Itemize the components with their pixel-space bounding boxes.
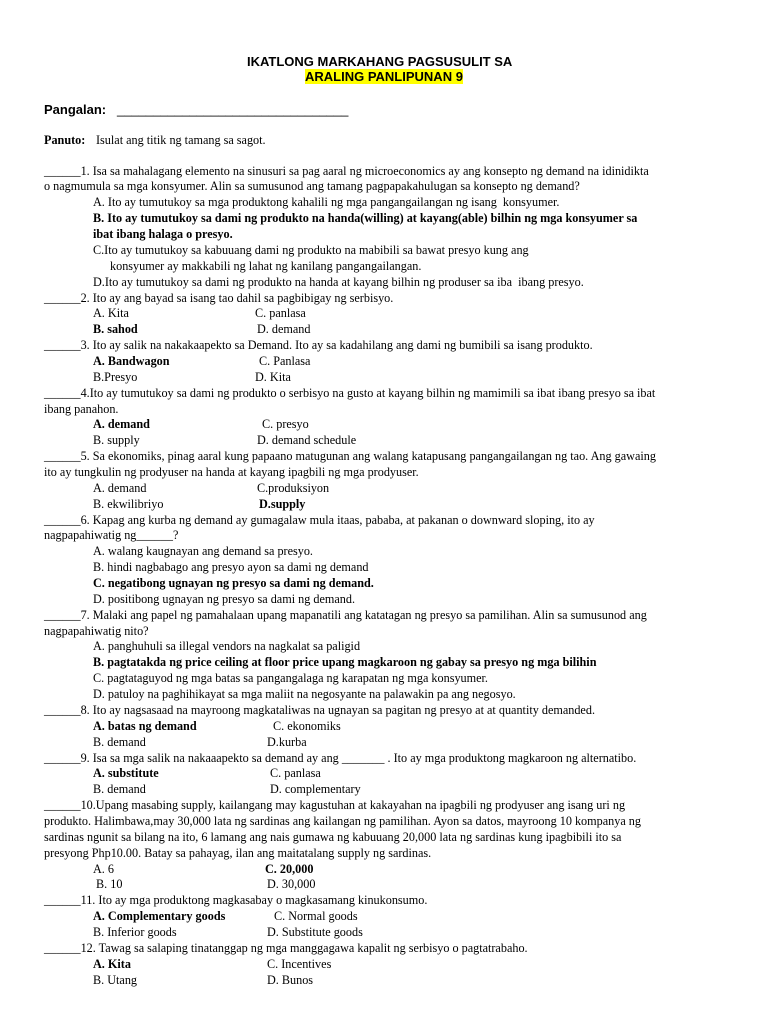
q3-choice-d: D. Kita (255, 370, 291, 384)
q1-choice-c: konsyumer ay makkabili ng lahat ng kanilang pangangailangan. (110, 259, 422, 273)
q6-choice-b: B. hindi nagbabago ang presyo ayon sa dami ng demand (93, 560, 369, 574)
q12-choice-a: A. Kita (93, 957, 131, 971)
name-blank[interactable]: ________________________________ (117, 102, 349, 117)
q4-choice-b: B. supply (93, 433, 140, 447)
q3-choice-b: B.Presyo (93, 370, 138, 384)
q3-choice-c: C. Panlasa (259, 354, 311, 368)
q2-choice-c: C. panlasa (255, 306, 306, 320)
q8-choice-d: D.kurba (267, 735, 307, 749)
q9-choice-d: D. complementary (270, 782, 361, 796)
q11-stem: ______11. Ito ay mga produktong magkasabay o magkasamang kinukonsumo. (44, 893, 428, 907)
q7-choice-d: D. patuloy na paghihikayat sa mga maliit na negosyante na palawakin pa ang negosyo. (93, 687, 516, 701)
q10-choice-c: C. 20,000 (265, 862, 314, 876)
q6-choice-a: A. walang kaugnayan ang demand sa presyo. (93, 544, 313, 558)
exam-title: IKATLONG MARKAHANG PAGSUSULIT SA (247, 54, 513, 69)
q9-stem: ______9. Isa sa mga salik na nakaaapekto sa demand ay ang _______ . Ito ay mga produktong magkaroon ng alternatibo. (44, 751, 637, 765)
q4-stem: ibang panahon. (44, 402, 119, 416)
q12-choice-c: C. Incentives (267, 957, 332, 971)
q6-choice-d: D. positibong ugnayan ng presyo sa dami ng demand. (93, 592, 355, 606)
q8-choice-a: A. batas ng demand (93, 719, 197, 733)
instructions-label: Panuto: (44, 133, 86, 147)
q9-choice-a: A. substitute (93, 766, 159, 780)
q10-stem: sardinas ngunit sa bilang na ito, 6 lamang ang nais gumawa ng kabuuang 20,000 lata ng sardinas kung ipagbibili ito sa (44, 830, 622, 844)
exam-subtitle: ARALING PANLIPUNAN 9 (305, 69, 463, 84)
q11-choice-b: B. Inferior goods (93, 925, 177, 939)
q9-choice-b: B. demand (93, 782, 146, 796)
q7-stem: nagpapahiwatig nito? (44, 624, 149, 638)
q2-stem: ______2. Ito ay ang bayad sa isang tao dahil sa pagbibigay ng serbisyo. (44, 291, 394, 305)
q12-choice-b: B. Utang (93, 973, 138, 987)
q8-stem: ______8. Ito ay nagsasaad na mayroong magkataliwas na ugnayan sa pagitan ng presyo at at quantity demanded. (44, 703, 595, 717)
q1-choice-c: C.Ito ay tumutukoy sa kabuuang dami ng produkto na mabibili sa bawat presyo kung ang (93, 243, 529, 257)
q11-choice-a: A. Complementary goods (93, 909, 226, 923)
q1-stem: o nagmumula sa mga konsyumer. Alin sa sumusunod ang tamang pagpapakahulugan sa konsepto ng demand? (44, 179, 580, 193)
q5-choice-a: A. demand (93, 481, 147, 495)
q5-choice-b: B. ekwilibriyo (93, 497, 164, 511)
q7-choice-a: A. panghuhuli sa illegal vendors na nagkalat sa paligid (93, 639, 361, 653)
q4-choice-a: A. demand (93, 417, 150, 431)
q10-choice-b: B. 10 (96, 877, 123, 891)
q3-stem: ______3. Ito ay salik na nakakaapekto sa Demand. Ito ay sa kadahilang ang dami ng bumibili sa isang produkto. (44, 338, 593, 352)
q6-stem: ______6. Kapag ang kurba ng demand ay gumagalaw mula itaas, pababa, at pakanan o downward sloping, ito ay (44, 513, 595, 527)
q10-choice-d: D. 30,000 (267, 877, 316, 891)
q11-choice-d: D. Substitute goods (267, 925, 363, 939)
q1-stem: ______1. Isa sa mahalagang elemento na sinusuri sa pag aaral ng microeconomics ay ang konsepto ng demand na idinidikta (44, 164, 649, 178)
q1-choice-d: D.Ito ay tumutukoy sa dami ng produkto na handa at kayang bilhin ng produser sa iba ibang presyo. (93, 275, 584, 289)
q5-stem: ______5. Sa ekonomiks, pinag aaral kung papaano matugunan ang walang katapusang pangangailangan ng tao. Ang gawaing (44, 449, 656, 463)
q12-choice-d: D. Bunos (267, 973, 314, 987)
q5-choice-c: C.produksiyon (257, 481, 330, 495)
q10-stem: presyong Php10.00. Batay sa pahayag, ilan ang maitatalang supply ng sardinas. (44, 846, 432, 860)
q10-stem: produkto. Halimbawa,may 30,000 lata ng sardinas ang kailangan ng pamilihan. Ayon sa datos, mayroong 10 kompanya ng (44, 814, 641, 828)
q6-stem: nagpapahiwatig ng______? (44, 528, 179, 542)
q2-choice-a: A. Kita (93, 306, 129, 320)
q4-stem: ______4.Ito ay tumutukoy sa dami ng produkto o serbisyo na gusto at kayang bilhin ng mamimili sa ibat ibang presyo sa ibat (44, 386, 656, 400)
q5-choice-d: D.supply (259, 497, 306, 511)
q7-choice-b: B. pagtatakda ng price ceiling at floor price upang magkaroon ng gabay sa presyo ng mga bilihin (93, 655, 597, 669)
q4-choice-c: C. presyo (262, 417, 309, 431)
q8-choice-c: C. ekonomiks (273, 719, 341, 733)
q2-choice-b: B. sahod (93, 322, 138, 336)
q1-choice-a: A. Ito ay tumutukoy sa mga produktong kahalili ng mga pangangailangan ng isang konsyumer. (93, 195, 560, 209)
q8-choice-b: B. demand (93, 735, 146, 749)
q9-choice-c: C. panlasa (270, 766, 321, 780)
q12-stem: ______12. Tawag sa salaping tinatanggap ng mga manggagawa kapalit ng serbisyo o pagtatrabaho. (44, 941, 528, 955)
q11-choice-c: C. Normal goods (274, 909, 358, 923)
q10-stem: ______10.Upang masabing supply, kailangang may kagustuhan at kakayahan na ipagbili ng prodyuser ang isang uri ng (44, 798, 626, 812)
q7-stem: ______7. Malaki ang papel ng pamahalaan upang mapanatili ang katatagan ng presyo sa pamilihan. Alin sa sumusunod ang (44, 608, 647, 622)
q4-choice-d: D. demand schedule (257, 433, 357, 447)
q7-choice-c: C. pagtataguyod ng mga batas sa pangangalaga ng karapatan ng mga konsyumer. (93, 671, 488, 685)
q10-choice-a: A. 6 (93, 862, 114, 876)
q1-choice-b: ibat ibang halaga o presyo. (93, 227, 233, 241)
q2-choice-d: D. demand (257, 322, 311, 336)
name-label: Pangalan: (44, 102, 107, 117)
q1-choice-b: B. Ito ay tumutukoy sa dami ng produkto na handa(willing) at kayang(able) bilhin ng mga konsyumer sa (93, 211, 638, 225)
instructions-text: Isulat ang titik ng tamang sa sagot. (96, 133, 266, 147)
q3-choice-a: A. Bandwagon (93, 354, 170, 368)
q6-choice-c: C. negatibong ugnayan ng presyo sa dami ng demand. (93, 576, 374, 590)
q5-stem: ito ay tungkulin ng prodyuser na handa at kayang ipagbili ng mga prodyuser. (44, 465, 419, 479)
